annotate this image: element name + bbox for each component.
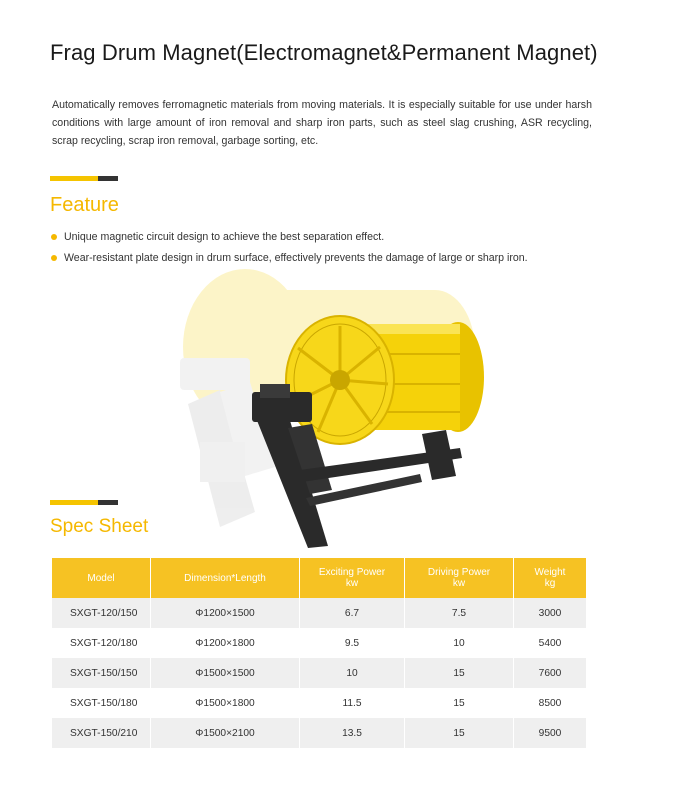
table-row (52, 628, 586, 658)
feature-item (50, 230, 528, 251)
feature-heading: Feature (50, 194, 119, 216)
cell-dimension: Φ1500×1800 (151, 688, 300, 718)
table-row (52, 688, 586, 718)
cell-exciting-power: 9.5 (300, 628, 405, 658)
bullet-icon (51, 234, 57, 240)
spec-heading: Spec Sheet (50, 516, 149, 537)
cell-model: SXGT-120/180 (52, 628, 151, 658)
spec-table (52, 558, 586, 748)
cell-model: SXGT-150/210 (52, 718, 151, 748)
cell-driving-power: 10 (405, 628, 514, 658)
cell-exciting-power: 11.5 (300, 688, 405, 718)
cell-dimension: Φ1200×1500 (151, 598, 300, 628)
bullet-icon (51, 255, 57, 261)
cell-dimension: Φ1200×1800 (151, 628, 300, 658)
page-title: Frag Drum Magnet(Electromagnet&Permanent Magnet) (50, 40, 598, 65)
table-row (52, 598, 586, 628)
feature-accent-bar (50, 176, 118, 181)
feature-item-text: Unique magnetic circuit design to achieve the best separation effect. (64, 231, 385, 243)
cell-weight: 3000 (514, 598, 587, 628)
cell-driving-power: 15 (405, 658, 514, 688)
product-image (160, 262, 500, 552)
column-header-weight: Weight kg (514, 558, 587, 598)
drum-magnet-illustration (160, 262, 500, 552)
intro-paragraph: Automatically removes ferromagnetic materials from moving materials. It is especially suitable for use under harsh conditions with large amount of iron removal and sharp iron parts, such as steel slag crushing, ASR recycling, scrap recycling, scrap iron removal, garbage sorting, etc. (52, 99, 592, 147)
table-row (52, 658, 586, 688)
column-header-driving-power: Driving Power kw (405, 558, 514, 598)
column-header-model: Model (52, 558, 151, 598)
cell-weight: 5400 (514, 628, 587, 658)
cell-model: SXGT-150/150 (52, 658, 151, 688)
cell-model: SXGT-150/180 (52, 688, 151, 718)
cell-weight: 7600 (514, 658, 587, 688)
cell-weight: 9500 (514, 718, 587, 748)
cell-dimension: Φ1500×2100 (151, 718, 300, 748)
column-header-exciting-power: Exciting Power kw (300, 558, 405, 598)
spec-accent-bar (50, 500, 118, 505)
cell-exciting-power: 13.5 (300, 718, 405, 748)
column-header-dimension: Dimension*Length (151, 558, 300, 598)
table-header-row (52, 558, 586, 598)
cell-exciting-power: 10 (300, 658, 405, 688)
cell-weight: 8500 (514, 688, 587, 718)
cell-exciting-power: 6.7 (300, 598, 405, 628)
cell-dimension: Φ1500×1500 (151, 658, 300, 688)
table-row (52, 718, 586, 748)
feature-item-text: Wear-resistant plate design in drum surface, effectively prevents the damage of large or sharp iron. (64, 252, 528, 264)
cell-driving-power: 7.5 (405, 598, 514, 628)
cell-driving-power: 15 (405, 718, 514, 748)
cell-model: SXGT-120/150 (52, 598, 151, 628)
cell-driving-power: 15 (405, 688, 514, 718)
